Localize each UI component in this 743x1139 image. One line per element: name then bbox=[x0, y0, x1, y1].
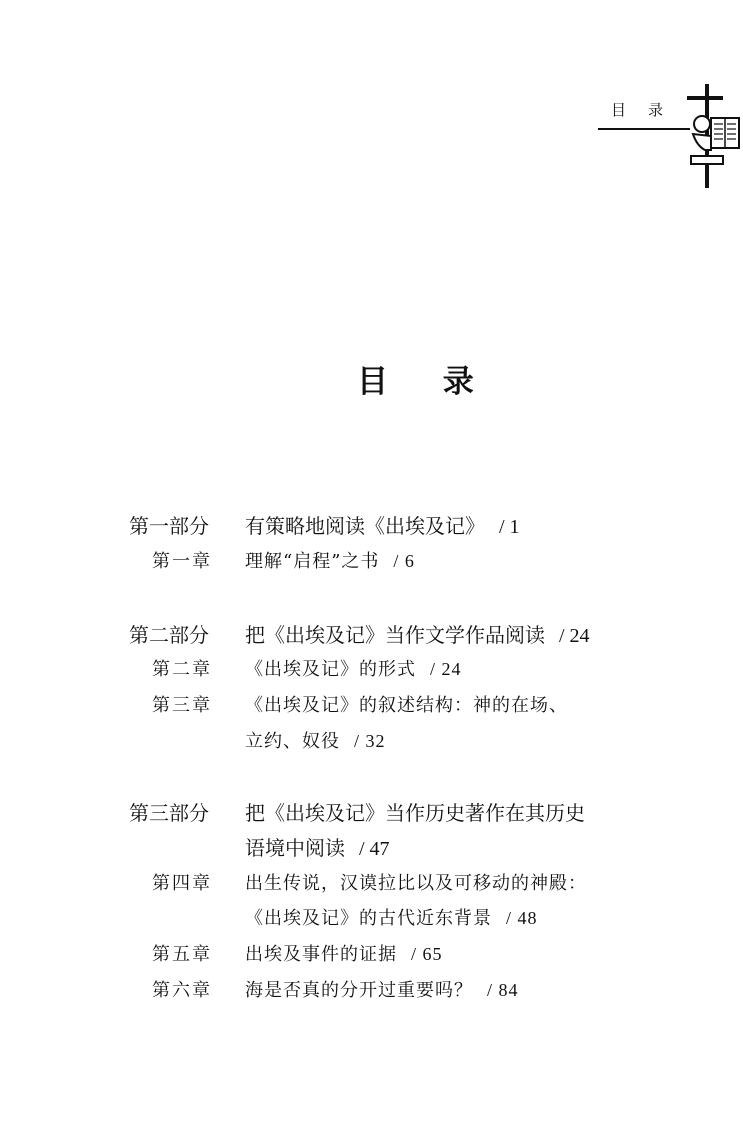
chapter-2-entry[interactable] bbox=[245, 655, 462, 681]
chapter-5-label: 第五章 bbox=[152, 944, 212, 965]
chapter-3-label: 第三章 bbox=[152, 695, 212, 716]
chapter-5-entry[interactable] bbox=[245, 940, 443, 966]
part-3-label: 第三部分 bbox=[129, 801, 209, 825]
part-1-page: / 1 bbox=[499, 516, 520, 538]
part-2-title: 把《出埃及记》当作文学作品阅读 bbox=[245, 623, 545, 647]
part-3-page: / 47 bbox=[359, 838, 390, 860]
chapter-5-page: / 65 bbox=[411, 944, 443, 964]
chapter-3-page: / 32 bbox=[354, 731, 386, 751]
chapter-6-page: / 84 bbox=[487, 980, 519, 1000]
chapter-1-label: 第一章 bbox=[152, 551, 212, 572]
part-3-title-line-2: 语境中阅读 bbox=[245, 836, 345, 860]
chapter-2-page: / 24 bbox=[430, 659, 462, 679]
page-title: 目 录 bbox=[357, 364, 496, 400]
part-2-entry[interactable] bbox=[245, 619, 590, 648]
part-1-label: 第一部分 bbox=[129, 514, 209, 538]
chapter-1-entry[interactable] bbox=[245, 547, 415, 573]
chapter-4-page: / 48 bbox=[506, 908, 538, 928]
part-2-label: 第二部分 bbox=[129, 623, 209, 647]
running-header-title: 目录 bbox=[611, 101, 686, 119]
header-rule bbox=[598, 128, 690, 130]
part-3-entry-line-2[interactable] bbox=[245, 832, 390, 861]
chapter-1-title: 理解“启程”之书 bbox=[245, 551, 380, 572]
chapter-3-title-line-2: 立约、奴役 bbox=[245, 731, 340, 752]
chapter-4-entry-line-2[interactable] bbox=[245, 904, 538, 930]
chapter-1-page: / 6 bbox=[393, 551, 415, 571]
chapter-4-label: 第四章 bbox=[152, 873, 212, 894]
chapter-3-entry-line-2[interactable] bbox=[245, 727, 386, 753]
chapter-4-title-line-1[interactable]: 出生传说，汉谟拉比以及可移动的神殿： bbox=[245, 873, 587, 894]
chapter-2-label: 第二章 bbox=[152, 659, 212, 680]
chapter-6-title: 海是否真的分开过重要吗？ bbox=[245, 980, 473, 1001]
chapter-2-title: 《出埃及记》的形式 bbox=[245, 659, 416, 680]
part-2-page: / 24 bbox=[559, 625, 590, 647]
chapter-6-label: 第六章 bbox=[152, 980, 212, 1001]
chapter-3-title-line-1[interactable]: 《出埃及记》的叙述结构：神的在场、 bbox=[245, 695, 568, 716]
part-3-title-line-1[interactable]: 把《出埃及记》当作历史著作在其历史 bbox=[245, 801, 585, 825]
part-1-entry[interactable] bbox=[245, 510, 520, 539]
reading-figure-icon bbox=[683, 84, 743, 188]
chapter-4-title-line-2: 《出埃及记》的古代近东背景 bbox=[245, 908, 492, 929]
chapter-5-title: 出埃及事件的证据 bbox=[245, 944, 397, 965]
chapter-6-entry[interactable] bbox=[245, 976, 519, 1002]
part-1-title: 有策略地阅读《出埃及记》 bbox=[245, 514, 485, 538]
